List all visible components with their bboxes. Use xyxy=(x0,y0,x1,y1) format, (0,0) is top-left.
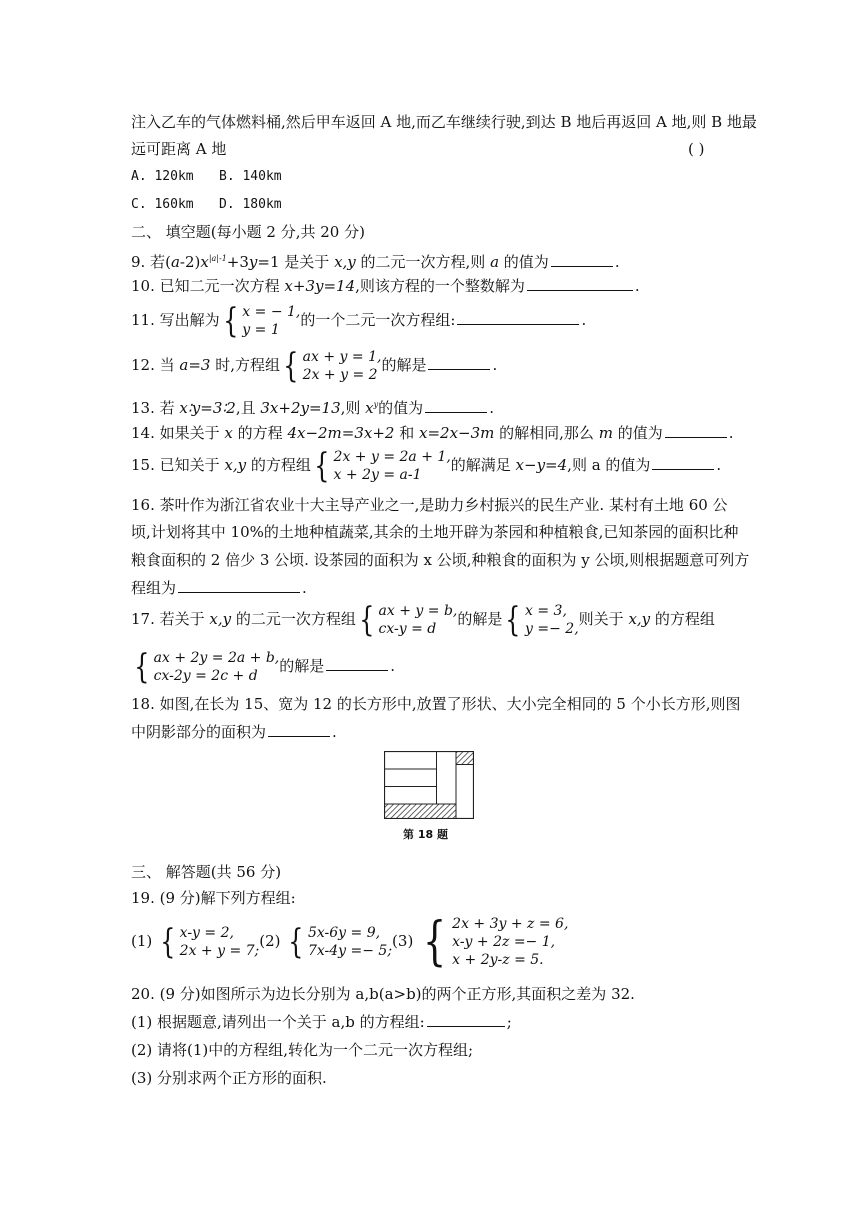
q19-s1-row1: x-y = 2, xyxy=(179,925,234,941)
q15-cond: x−y=4 xyxy=(515,456,568,474)
q20-part2: (2) 请将(1)中的方程组,转化为一个二元一次方程组; xyxy=(131,1041,474,1059)
q17-xy2: x,y xyxy=(628,610,651,628)
q9-mid: +3 xyxy=(226,253,249,271)
question-15 xyxy=(131,447,721,484)
q18-figure xyxy=(384,751,474,819)
q8-option-c: C. 160km xyxy=(131,197,194,212)
q15-mid: 的方程组 xyxy=(246,456,311,474)
q20-part3: (3) 分别求两个正方形的面积. xyxy=(131,1069,327,1087)
q12-row2: 2x + y = 2 xyxy=(302,367,378,383)
q13-pre: 若 xyxy=(159,399,180,417)
q12-brace: { xyxy=(283,346,299,386)
q15-num: 15. xyxy=(131,456,155,474)
q18-line2 xyxy=(131,722,337,742)
q10-num: 10. xyxy=(131,277,155,295)
q9-tail: 的值为 xyxy=(499,253,549,271)
q16-answer-blank[interactable] xyxy=(178,578,300,593)
q16-end: . xyxy=(302,579,307,597)
q12-num: 12. xyxy=(131,356,155,374)
q13-eq: 3x+2y=13 xyxy=(260,399,341,417)
q12-mid: 时,方程组 xyxy=(210,356,281,374)
section2-title: 二、 填空题(每小题 2 分,共 20 分) xyxy=(131,223,365,241)
q17-mid2: 的解是 xyxy=(457,610,503,628)
q14-answer-blank[interactable] xyxy=(665,423,727,438)
q13-tail: 的值为 xyxy=(378,399,424,417)
q20-part1 xyxy=(131,1012,512,1032)
q19-s3-row2: x-y + 2z =− 1, xyxy=(452,934,556,950)
q17-num: 17. xyxy=(131,610,155,628)
q11-end: . xyxy=(581,311,587,329)
q9-exp: |a|-1 xyxy=(208,254,227,263)
q13-post: ,则 xyxy=(340,399,366,417)
q9-x: x xyxy=(200,253,209,271)
q13-num: 13. xyxy=(131,399,155,417)
q14-mid2: 和 xyxy=(394,424,420,442)
q9-end: . xyxy=(614,253,620,271)
q9-m2: -2) xyxy=(179,253,201,271)
q17-mid: 的二元一次方程组 xyxy=(231,610,356,628)
q9-xy: x,y xyxy=(334,253,356,271)
q8-option-b: B. 140km xyxy=(219,169,282,184)
q16-line3: 粮食面积的 2 倍少 3 公顷. 设茶园的面积为 x 公顷,种粮食的面积为 y 公顷,则根据题意可列方 xyxy=(131,551,750,569)
q18-small-rect-2 xyxy=(385,769,437,787)
question-14 xyxy=(131,423,734,443)
q16-line2: 顷,计划将其中 10%的土地种植蔬菜,其余的土地开辟为茶园和种植粮食,已知茶园的面积比种 xyxy=(131,523,739,541)
q18-small-rect-3 xyxy=(385,787,437,805)
q20-line1: 20. (9 分)如图所示为边长分别为 a,b(a>b)的两个正方形,其面积之差为 32. xyxy=(131,985,635,1003)
q15-pre: 已知关于 xyxy=(159,456,225,474)
q14-m: m xyxy=(598,424,613,442)
q17-tail: 的方程组 xyxy=(650,610,715,628)
q14-mid1: 的方程 xyxy=(232,424,288,442)
q18-end: . xyxy=(332,723,337,741)
q18-figure-caption: 第 18 题 xyxy=(403,828,448,841)
q17-row1: ax + y = b, xyxy=(378,603,458,619)
q8-option-a: A. 120km xyxy=(131,169,194,184)
q18-small-rect-4 xyxy=(437,752,457,805)
q17-post: 则关于 xyxy=(578,610,629,628)
q13-answer-blank[interactable] xyxy=(425,398,487,413)
q9-a: a xyxy=(170,253,180,271)
q17-sol-brace: { xyxy=(505,600,521,640)
q9-a2: a xyxy=(490,253,500,271)
q18-answer-blank[interactable] xyxy=(268,722,330,737)
q17-end: . xyxy=(390,657,396,675)
q11-num: 11. xyxy=(131,311,155,329)
q9-eq: =1 是关于 xyxy=(257,253,335,271)
q15-end: . xyxy=(716,456,722,474)
question-9 xyxy=(131,249,620,272)
q14-eq1: 4x−2m=3x+2 xyxy=(287,424,395,442)
q10-eq: x+3y=14 xyxy=(284,277,356,295)
q12-pre: 当 xyxy=(159,356,180,374)
q17-sys2-row2: cx-2y = 2c + d xyxy=(153,668,258,684)
q19-p1: (1) xyxy=(131,932,153,950)
q19-title: 19. (9 分)解下列方程组: xyxy=(131,889,296,907)
question-17-part2 xyxy=(131,648,395,685)
q13-exp: y xyxy=(373,400,379,409)
q18-line2-text: 中阴影部分的面积为 xyxy=(131,723,267,741)
q11-brace: { xyxy=(222,301,239,341)
q11-row1: x = − 1, xyxy=(242,304,301,320)
q17-sys2-row1: ax + 2y = 2a + b, xyxy=(153,650,280,666)
q18-line1: 18. 如图,在长为 15、宽为 12 的长方形中,放置了形状、大小完全相同的 5 个小长方形,则图 xyxy=(131,695,741,713)
q13-base: x xyxy=(365,399,374,417)
q20-answer-blank[interactable] xyxy=(427,1012,505,1027)
q13-ratio: x∶y=3∶2 xyxy=(179,399,236,417)
q17-sol-row2: y =− 2, xyxy=(525,621,579,637)
q14-end: . xyxy=(728,424,734,442)
q13-end: . xyxy=(489,399,494,417)
q13-mid: ,且 xyxy=(235,399,261,417)
q14-x: x xyxy=(224,424,233,442)
q19-s3-brace: { xyxy=(423,912,447,972)
q16-line4-text: 程组为 xyxy=(131,579,177,597)
q18-small-rect-1 xyxy=(385,752,437,770)
question-13 xyxy=(131,395,494,418)
q11-pre: 写出解为 xyxy=(159,311,220,329)
q17-answer-blank[interactable] xyxy=(326,656,388,671)
q11-row2: y = 1 xyxy=(242,322,280,338)
q17-row2: cx-y = d xyxy=(378,621,437,637)
q12-row1: ax + y = 1, xyxy=(302,349,382,365)
q16-line1: 16. 茶叶作为浙江省农业十大主导产业之一,是助力乡村振兴的民生产业. 某村有土地 60 公 xyxy=(131,496,728,514)
q12-end: . xyxy=(492,356,498,374)
q15-row1: 2x + y = 2a + 1, xyxy=(333,449,451,465)
q16-line4 xyxy=(131,578,307,598)
q15-post: 的解满足 xyxy=(450,456,516,474)
q17-xy: x,y xyxy=(209,610,232,628)
q8-option-d: D. 180km xyxy=(219,197,282,212)
q18-shade-top-right xyxy=(456,752,474,765)
q8-line2: 远可距离 A 地 xyxy=(131,140,227,158)
q14-eq2: x=2x−3m xyxy=(419,424,495,442)
q17-sol-row1: x = 3, xyxy=(525,603,567,619)
q14-tail: 的值为 xyxy=(612,424,663,442)
q19-s3-row3: x + 2y-z = 5. xyxy=(452,952,544,968)
q10-answer-blank[interactable] xyxy=(527,276,633,291)
q19-p3: (3) xyxy=(392,932,414,950)
q9-pre: 若( xyxy=(150,253,171,271)
q20-part1-text: (1) 根据题意,请列出一个关于 a,b 的方程组: xyxy=(131,1013,425,1031)
q14-post: 的解相同,那么 xyxy=(494,424,599,442)
q9-num: 9. xyxy=(131,253,146,271)
q12-cond: a=3 xyxy=(179,356,211,374)
q12-post: 的解是 xyxy=(381,356,427,374)
q15-tail: ,则 a 的值为 xyxy=(567,456,651,474)
q19-s2-brace: { xyxy=(288,922,304,962)
q9-answer-blank[interactable] xyxy=(551,252,613,267)
q8-line1: 注入乙车的气体燃料桶,然后甲车返回 A 地,而乙车继续行驶,到达 B 地后再返回 A 地,则 B 地最 xyxy=(131,113,757,131)
q11-answer-blank[interactable] xyxy=(457,310,579,325)
q15-brace: { xyxy=(314,446,330,486)
q19-s1-brace: { xyxy=(160,922,176,962)
q17-brace: { xyxy=(359,600,375,640)
question-11 xyxy=(131,302,586,339)
q10-pre: 已知二元一次方程 xyxy=(159,277,285,295)
section3-title: 三、 解答题(共 56 分) xyxy=(131,863,282,881)
q17-tail2: 的解是 xyxy=(279,657,325,675)
q14-pre: 如果关于 xyxy=(159,424,225,442)
q15-answer-blank[interactable] xyxy=(652,455,714,470)
q19-s2-row1: 5x-6y = 9, xyxy=(307,925,381,941)
question-12 xyxy=(131,347,497,384)
q17-sys2-brace: { xyxy=(134,647,150,687)
q19-s2-row2: 7x-4y =− 5; xyxy=(307,943,393,959)
question-10 xyxy=(131,276,640,296)
q8-answer-paren: ( ) xyxy=(688,140,705,158)
q19-systems xyxy=(131,912,569,972)
q10-post: ,则该方程的一个整数解为 xyxy=(355,277,525,295)
q19-s1-row2: 2x + y = 7; xyxy=(179,943,260,959)
q9-y: y xyxy=(248,253,258,271)
q9-post: 的二元一次方程,则 xyxy=(355,253,491,271)
q10-end: . xyxy=(634,277,640,295)
q14-num: 14. xyxy=(131,424,155,442)
q12-answer-blank[interactable] xyxy=(428,355,490,370)
q20-part1-end: ; xyxy=(506,1013,512,1031)
q19-s3-row1: 2x + 3y + z = 6, xyxy=(452,916,569,932)
q15-xy: x,y xyxy=(224,456,247,474)
q11-post: 的一个二元一次方程组: xyxy=(300,311,456,329)
q17-pre: 若关于 xyxy=(159,610,210,628)
q18-small-rect-5 xyxy=(456,765,474,819)
question-17 xyxy=(131,601,715,638)
q15-row2: x + 2y = a-1 xyxy=(333,467,422,483)
q19-p2: (2) xyxy=(259,932,281,950)
